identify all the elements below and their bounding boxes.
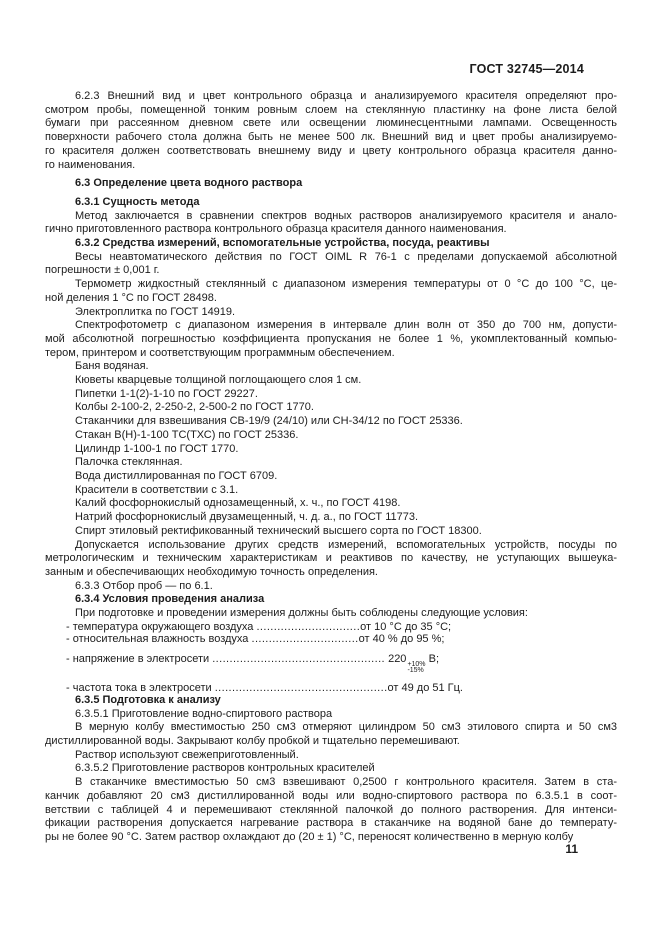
text-line: го красителя должен соответствовать внешнему виду и цвету контрольного образца красителя данно- [45,144,617,157]
text-line: Палочка стеклянная. [75,456,183,469]
text-line: бумаги при рассеянном дневном свете или освещении люминесцентными лампами. Освещенность [45,117,617,130]
text-line: 6.3.4 Условия проведения анализа [75,593,265,606]
text-line: 6.3.1 Сущность метода [75,195,200,208]
text-line: 6.2.3 Внешний вид и цвет контрольного образца и анализируемого красителя определяют про- [75,90,617,102]
text-line: При подготовке и проведении измерения должны быть соблюдены следующие условия: [75,607,528,620]
paragraph [45,762,617,776]
condition-label: - напряжение в электросети [66,652,213,665]
tolerance-lower: -15% [407,667,424,675]
text-line: Цилиндр 1-100-1 по ГОСТ 1770. [75,442,239,455]
paragraph [45,539,617,580]
text-line: Спектрофотометр с диапазоном измерения в интервале длин волн от 350 до 700 нм, допусти- [75,319,617,332]
paragraph [45,90,617,172]
text-line: смотром пробы, помещенной тонким ровным слоем на стеклянную пластинку на фоне листа белой [45,103,617,116]
page-number: 11 [565,842,578,856]
leader-dots: .............................. [256,620,361,633]
text-line: Вода дистиллированная по ГОСТ 6709. [75,469,278,482]
condition-label: - температура окружающего воздуха [66,620,257,633]
paragraph [45,497,617,511]
paragraph [45,278,617,305]
text-line: 6.3.5.1 Приготовление водно-спиртового раствора [75,707,333,720]
text-line: Допускается использование других средств измерений, вспомогательных устройств, посуды по [75,538,617,551]
text-line: Стаканчики для взвешивания СВ-19/9 (24/10) или СН-34/12 по ГОСТ 25336. [75,415,463,428]
condition-value: 220 [385,652,407,665]
paragraph [45,388,617,402]
text-line: занным и обеспечивающих необходимую точность определения. [45,565,378,578]
text-line: Баня водяная. [75,360,149,373]
text-line: мой абсолютной погрешностью коэффициента пропускания не более 1 %, укомплектованный компью- [45,332,617,345]
condition-row [45,621,617,633]
text-line: Метод заключается в сравнении спектров водных растворов анализируемого красителя и анало- [75,209,617,222]
text-line: Спирт этиловый ректификованный технический высшего сорта по ГОСТ 18300. [75,524,482,537]
condition-value: от 10 °С до 35 °С; [360,620,452,633]
text-line: канчик добавляют 20 см3 дистиллированной воды или водно-спиртового раствора по 6.3.5.1 в соот- [45,789,617,802]
text-line: тером, принтером и соответствующим программным обеспечением. [45,346,395,359]
standard-number-header: ГОСТ 32745—2014 [469,62,584,76]
section-heading [45,593,617,607]
text-line: гично приготовленного раствора контрольного образца красителя данного наименования. [45,223,507,236]
section-heading [45,237,617,251]
text-line: метрологическим и техническим характеристикам и реактивов по качеству, не уступающих вышеука- [45,552,617,565]
document-body [45,90,617,845]
text-line: ной деления 1 °С по ГОСТ 28498. [45,291,217,304]
text-line: Термометр жидкостный стеклянный с диапазоном измерения температуры от 0 °С до 100 °С, це- [75,278,617,291]
paragraph [45,721,617,748]
text-line: ры не более 90 °С. Затем раствор охлаждают до (20 ± 1) °С, переносят количественно в мерную колбу [45,830,574,843]
text-line: 6.3.2 Средства измерений, вспомогательные устройства, посуда, реактивы [75,237,490,250]
condition-value: от 40 % до 95 %; [358,633,445,646]
paragraph [45,443,617,457]
paragraph [45,415,617,429]
paragraph [45,401,617,415]
paragraph [45,708,617,722]
paragraph [45,210,617,237]
text-line: Электроплитка по ГОСТ 14919. [75,305,236,318]
paragraph [45,306,617,320]
text-line: 6.3.5 Подготовка к анализу [75,693,221,706]
paragraph [45,525,617,539]
section-heading [45,694,617,708]
text-line: 6.3.5.2 Приготовление растворов контрольных красителей [75,762,375,775]
paragraph [45,429,617,443]
text-line: В мерную колбу вместимостью 250 см3 отмеряют цилиндром 50 см3 этилового спирта и 50 см3 [75,721,617,734]
paragraph [45,607,617,621]
text-line: Стакан В(Н)-1-100 ТС(ТХС) по ГОСТ 25336. [75,428,299,441]
section-heading [45,177,617,191]
condition-value: от 49 до 51 Гц. [387,681,463,694]
text-line: ветствии с таблицей 4 и перемешивают стеклянной палочкой до полного растворения. Для интенси- [45,803,617,816]
condition-row [45,653,617,675]
paragraph [45,319,617,360]
text-line: погрешности ± 0,001 г. [45,264,160,277]
text-line: 6.3.3 Отбор проб — по 6.1. [75,579,213,592]
leader-dots: .................................................. [212,652,386,665]
paragraph [45,749,617,763]
text-line: Красители в соответствии с 3.1. [75,483,239,496]
text-line: поверхности рабочего стола должна быть не менее 500 лк. Внешний вид и цвет пробы анализируемо- [45,131,617,144]
text-line: Кюветы кварцевые толщиной поглощающего слоя 1 см. [75,374,362,387]
paragraph [45,484,617,498]
paragraph [45,251,617,278]
text-line: фикации растворения допускается нагревание раствора в стаканчике на водяной бане до температу- [45,817,617,830]
paragraph [45,374,617,388]
tolerance-upper: +10% [407,660,426,668]
text-line: го наименования. [45,158,136,171]
text-line: Колбы 2-100-2, 2-250-2, 2-500-2 по ГОСТ 1770. [75,401,314,414]
condition-label: - относительная влажность воздуха [66,633,252,646]
text-line: Пипетки 1-1(2)-1-10 по ГОСТ 29227. [75,387,258,400]
condition-row [45,682,617,694]
text-line: Калий фосфорнокислый однозамещенный, х. ч., по ГОСТ 4198. [75,497,401,510]
paragraph [45,456,617,470]
tolerance-stack [407,662,425,675]
text-line: В стаканчике вместимостью 50 см3 взвешивают 0,2500 г контрольного красителя. Затем в ста- [75,776,617,789]
text-line: 6.3 Определение цвета водного раствора [75,177,303,190]
paragraph [45,360,617,374]
text-line: Раствор используют свежеприготовленный. [75,748,299,761]
paragraph [45,580,617,594]
section-heading [45,196,617,210]
text-line: дистиллированной воды. Закрывают колбу пробкой и тщательно перемешивают. [45,735,460,748]
leader-dots: .................................................. [214,681,388,694]
paragraph [45,511,617,525]
condition-unit: В; [425,652,439,665]
text-line: Весы неавтоматического действия по ГОСТ OIML R 76-1 с пределами допускаемой абсолютной [75,250,617,263]
paragraph [45,776,617,845]
condition-label: - частота тока в электросети [66,681,215,694]
condition-row [45,633,617,645]
paragraph [45,470,617,484]
text-line: Натрий фосфорнокислый двузамещенный, ч. д. а., по ГОСТ 11773. [75,511,419,524]
leader-dots: ............................... [251,633,359,646]
